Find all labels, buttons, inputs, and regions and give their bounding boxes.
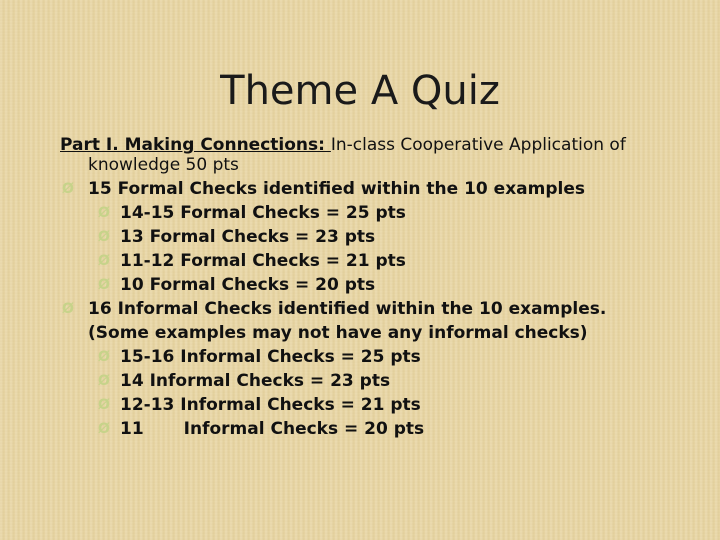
part-description: In-class Cooperative Application of (330, 135, 626, 155)
score-rule-rest: Informal Checks = 20 pts (183, 419, 425, 439)
section-text: 16 Informal Checks identified within the 10 examples. (88, 299, 607, 319)
score-rule: 13 Formal Checks = 23 pts (120, 227, 376, 247)
section-text: 15 Formal Checks identified within the 10 examples (88, 179, 586, 199)
score-rule: 14 Informal Checks = 23 pts (120, 371, 391, 391)
arrow-bullet-icon: Ø (98, 349, 110, 365)
page-title: Theme A Quiz (220, 68, 500, 114)
score-rule: 12-13 Informal Checks = 21 pts (120, 395, 421, 415)
list-item (60, 417, 700, 441)
score-rule: 10 Formal Checks = 20 pts (120, 275, 376, 295)
arrow-bullet-icon: Ø (98, 205, 110, 221)
part-heading: Part I. Making Connections: (60, 135, 331, 155)
list-item (60, 393, 700, 417)
list-item (60, 273, 700, 297)
arrow-bullet-icon: Ø (62, 301, 74, 317)
arrow-bullet-icon: Ø (62, 181, 74, 197)
list-item (60, 201, 700, 225)
part-intro (60, 133, 700, 177)
list-item (60, 345, 700, 369)
score-rule-count: 11 (120, 419, 144, 439)
score-rule: 15-16 Informal Checks = 25 pts (120, 347, 421, 367)
part-description-cont: knowledge 50 pts (88, 155, 239, 175)
arrow-bullet-icon: Ø (98, 373, 110, 389)
arrow-bullet-icon: Ø (98, 421, 110, 437)
list-item (60, 297, 700, 321)
list-item (60, 225, 700, 249)
list-item-continuation (60, 321, 700, 345)
list-item (60, 369, 700, 393)
score-rule: 14-15 Formal Checks = 25 pts (120, 203, 406, 223)
section-text-line2: (Some examples may not have any informal checks) (88, 323, 588, 343)
list-item (60, 177, 700, 201)
list-item (60, 249, 700, 273)
arrow-bullet-icon: Ø (98, 253, 110, 269)
score-rule: 11-12 Formal Checks = 21 pts (120, 251, 406, 271)
arrow-bullet-icon: Ø (98, 397, 110, 413)
quiz-content (60, 133, 700, 441)
arrow-bullet-icon: Ø (98, 229, 110, 245)
arrow-bullet-icon: Ø (98, 277, 110, 293)
